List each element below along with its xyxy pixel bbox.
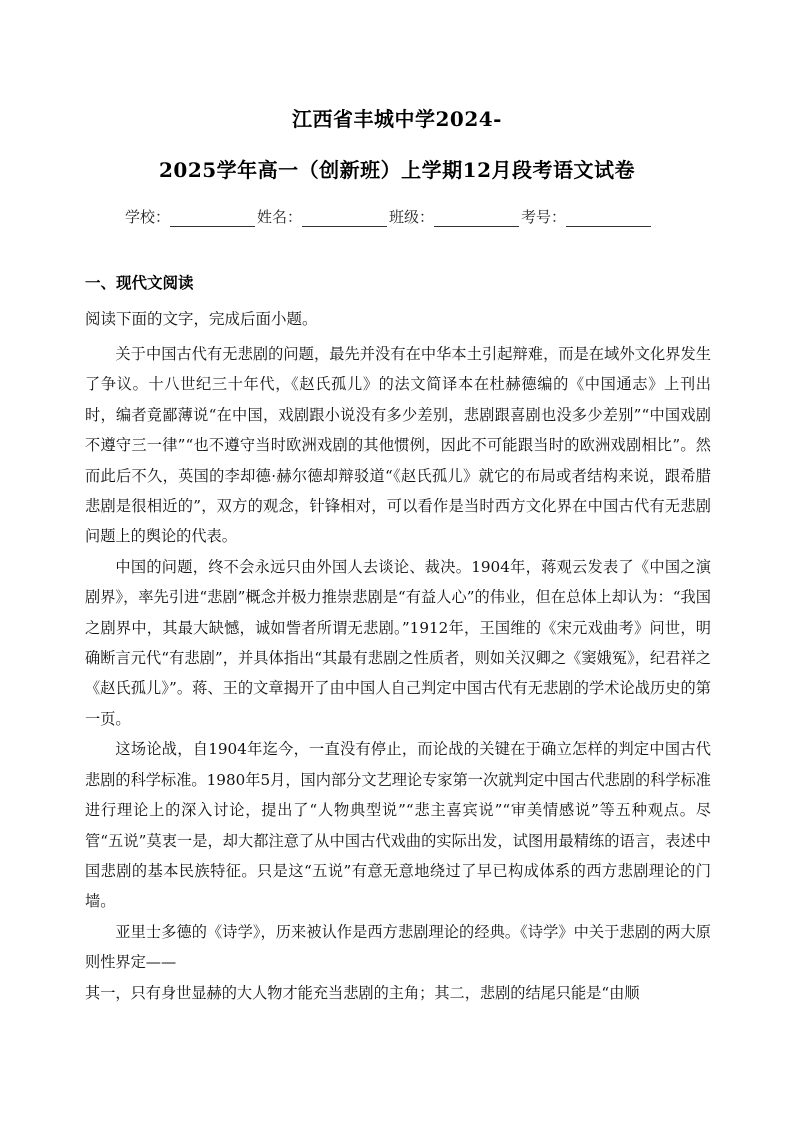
name-blank[interactable]: [302, 210, 387, 227]
section-heading: 一、现代文阅读: [85, 274, 194, 292]
reading-passage: [85, 339, 711, 1008]
class-blank[interactable]: [434, 210, 519, 227]
reading-instruction: 阅读下面的文字，完成后面小题。: [85, 310, 318, 328]
passage-paragraph: 这场论战，自1904年迄今，一直没有停止，而论战的关键在于确立怎样的判定中国古代悲剧的科学标准。1980年5月，国内部分文艺理论专家第一次就判定中国古代悲剧的科学标准进行理论上的深入讨论，提出了“人物典型说”“悲主喜宾说”“审美情感说”等五种观点。尽管“五说”莫衷一是，却大都注意了从中国古代戏曲的实际出发，试图用最精练的语言，表述中国悲剧的基本民族特征。只是这“五说”有意无意地绕过了早已构成体系的西方悲剧理论的门墙。: [85, 740, 711, 911]
name-field: [257, 206, 389, 227]
exam-number-blank[interactable]: [566, 210, 651, 227]
school-blank[interactable]: [170, 210, 255, 227]
passage-paragraph: 亚里士多德的《诗学》，历来被认作是西方悲剧理论的经典。《诗学》中关于悲剧的两大原则性界定——: [85, 922, 711, 972]
school-field: [125, 206, 257, 227]
class-label: 班级：: [389, 208, 435, 226]
passage-paragraph: 其一，只有身世显赫的大人物才能充当悲剧的主角；其二，悲剧的结尾只能是“由顺: [85, 983, 640, 1002]
student-info-row: [125, 203, 685, 227]
passage-paragraph: 关于中国古代有无悲剧的问题，最先并没有在中华本土引起辩难，而是在域外文化界发生了争议。十八世纪三十年代，《赵氏孤儿》的法文简译本在杜赫德编的《中国通志》上刊出时，编者竟鄙薄说“在中国，戏剧跟小说没有多少差别，悲剧跟喜剧也没多少差别”“中国戏剧不遵守三一律”“也不遵守当时欧洲戏剧的其他惯例，因此不可能跟当时的欧洲戏剧相比”。然而此后不久，英国的李却德·赫尔德却辩驳道“《赵氏孤儿》就它的布局或者结构来说，跟希腊悲剧是很相近的”，双方的观念，针锋相对，可以看作是当时西方文化界在中国古代有无悲剧问题上的舆论的代表。: [85, 345, 711, 546]
class-field: [389, 206, 521, 227]
passage-paragraph: 中国的问题，终不会永远只由外国人去谈论、裁决。1904年，蒋观云发表了《中国之演剧界》，率先引进“悲剧”概念并极力推崇悲剧是“有益人心”的伟业，但在总体上却认为：“我国之剧界中，其最大缺憾，诚如訾者所谓无悲剧。”1912年，王国维的《宋元戏曲考》问世，明确断言元代“有悲剧”，并具体指出“其最有悲剧之性质者，则如关汉卿之《窦娥冤》，纪君祥之《赵氏孤儿》”。蒋、王的文章揭开了由中国人自己判定中国古代有无悲剧的学术论战历史的第一页。: [85, 557, 711, 728]
exam-title-line2: 2025学年高一（创新班）上学期12月段考语文试卷: [159, 158, 635, 182]
name-label: 姓名：: [257, 208, 303, 226]
exam-number-label: 考号：: [521, 208, 567, 226]
exam-title-line1: 江西省丰城中学2024-: [292, 107, 502, 131]
exam-number-field: [521, 206, 653, 227]
school-label: 学校：: [125, 208, 171, 226]
